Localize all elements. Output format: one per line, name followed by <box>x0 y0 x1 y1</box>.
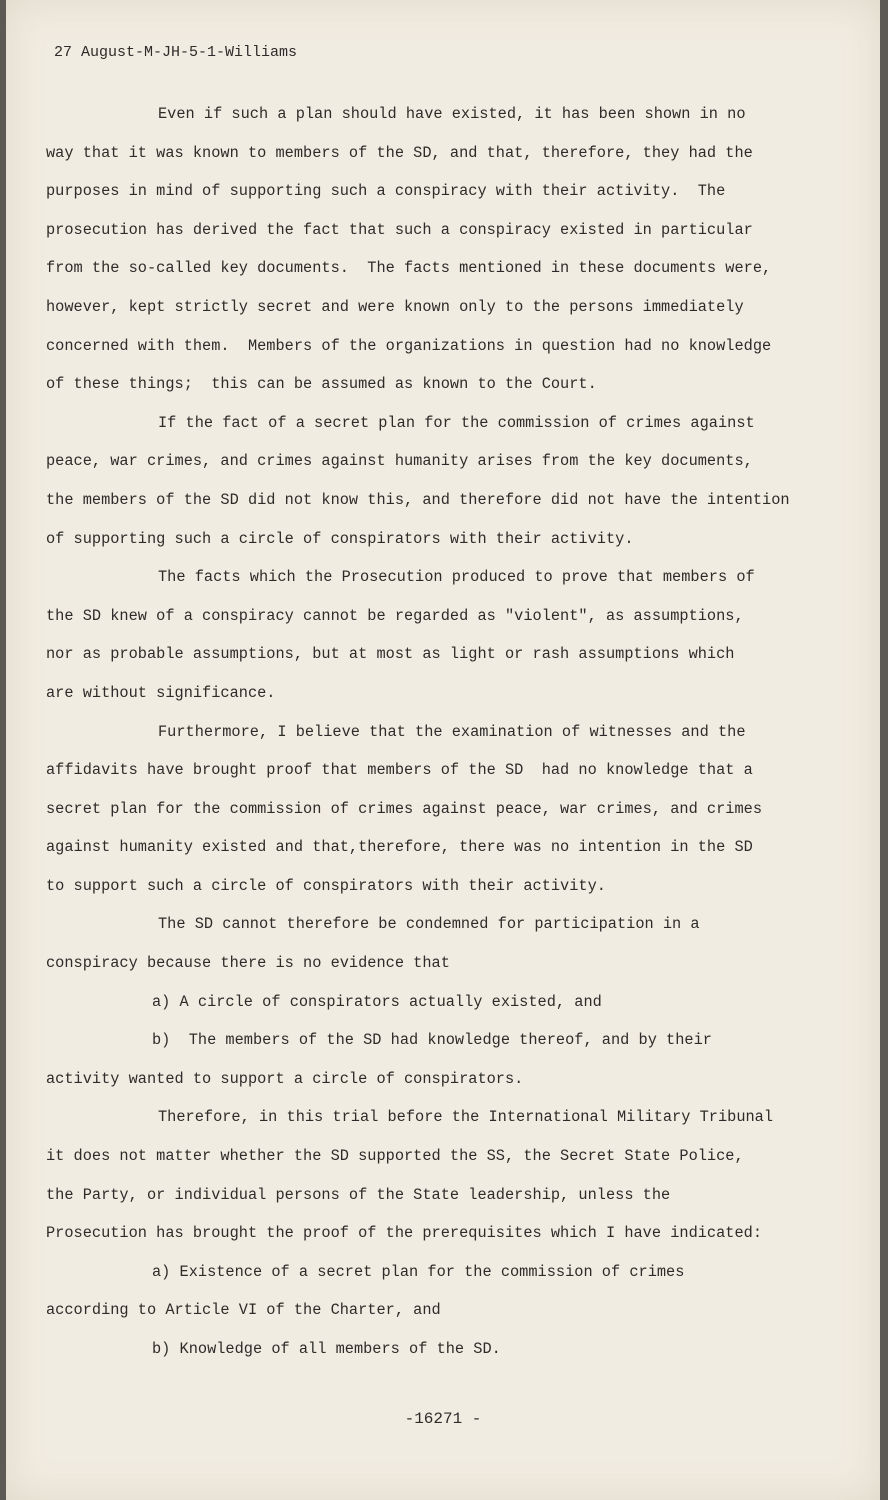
text-line: Even if such a plan should have existed, it has been shown in no <box>158 105 746 123</box>
text-line: activity wanted to support a circle of conspirators. <box>46 1069 524 1088</box>
text-line: conspiracy because there is no evidence that <box>46 954 450 973</box>
text-line: b) Knowledge of all members of the SD. <box>152 1340 501 1358</box>
text-line: a) A circle of conspirators actually existed, and <box>152 992 602 1011</box>
text-line: a) Existence of a secret plan for the commission of crimes <box>152 1262 685 1281</box>
text-line: it does not matter whether the SD supported the SS, the Secret State Police, <box>46 1147 744 1166</box>
text-line: affidavits have brought proof that members of the SD had no knowledge that a <box>46 761 753 780</box>
text-line: the members of the SD did not know this, and therefore did not have the intention <box>46 490 790 509</box>
text-line: against humanity existed and that,therefore, there was no intention in the SD <box>46 838 753 857</box>
text-line: secret plan for the commission of crimes against peace, war crimes, and crimes <box>46 799 763 818</box>
page-number: -16271 - <box>404 1410 482 1428</box>
text-line: to support such a circle of conspirators with their activity. <box>46 876 606 895</box>
text-line: b) The members of the SD had knowledge thereof, and by their <box>152 1031 712 1050</box>
text-line: according to Article VI of the Charter, and <box>46 1301 441 1320</box>
text-line: way that it was known to members of the SD, and that, therefore, they had the <box>46 143 753 162</box>
text-line: are without significance. <box>46 683 276 702</box>
text-line: however, kept strictly secret and were known only to the persons immediately <box>46 297 744 316</box>
text-line: Therefore, in this trial before the International Military Tribunal <box>158 1108 774 1127</box>
text-line: If the fact of a secret plan for the commission of crimes against <box>158 413 755 432</box>
text-line: Furthermore, I believe that the examination of witnesses and the <box>158 722 746 741</box>
document-page <box>6 0 880 1500</box>
page-header: 27 August-M-JH-5-1-Williams <box>54 44 298 61</box>
text-line: from the so-called key documents. The facts mentioned in these documents were, <box>46 259 772 278</box>
text-line: concerned with them. Members of the organizations in question had no knowledge <box>46 336 772 355</box>
text-line: The SD cannot therefore be condemned for participation in a <box>158 915 700 934</box>
text-line: of these things; this can be assumed as known to the Court. <box>46 375 597 394</box>
text-line: prosecution has derived the fact that such a conspiracy existed in particular <box>46 220 753 239</box>
text-line: of supporting such a circle of conspirators with their activity. <box>46 529 634 548</box>
text-line: the SD knew of a conspiracy cannot be regarded as "violent", as assumptions, <box>46 606 744 625</box>
text-line: the Party, or individual persons of the State leadership, unless the <box>46 1185 671 1204</box>
text-line: The facts which the Prosecution produced to prove that members of <box>158 568 755 587</box>
text-line: nor as probable assumptions, but at most as light or rash assumptions which <box>46 645 735 664</box>
text-line: Prosecution has brought the proof of the prerequisites which I have indicated: <box>46 1224 763 1243</box>
text-line: peace, war crimes, and crimes against humanity arises from the key documents, <box>46 452 753 471</box>
text-line: purposes in mind of supporting such a conspiracy with their activity. The <box>46 182 726 201</box>
document-body <box>46 102 836 1376</box>
